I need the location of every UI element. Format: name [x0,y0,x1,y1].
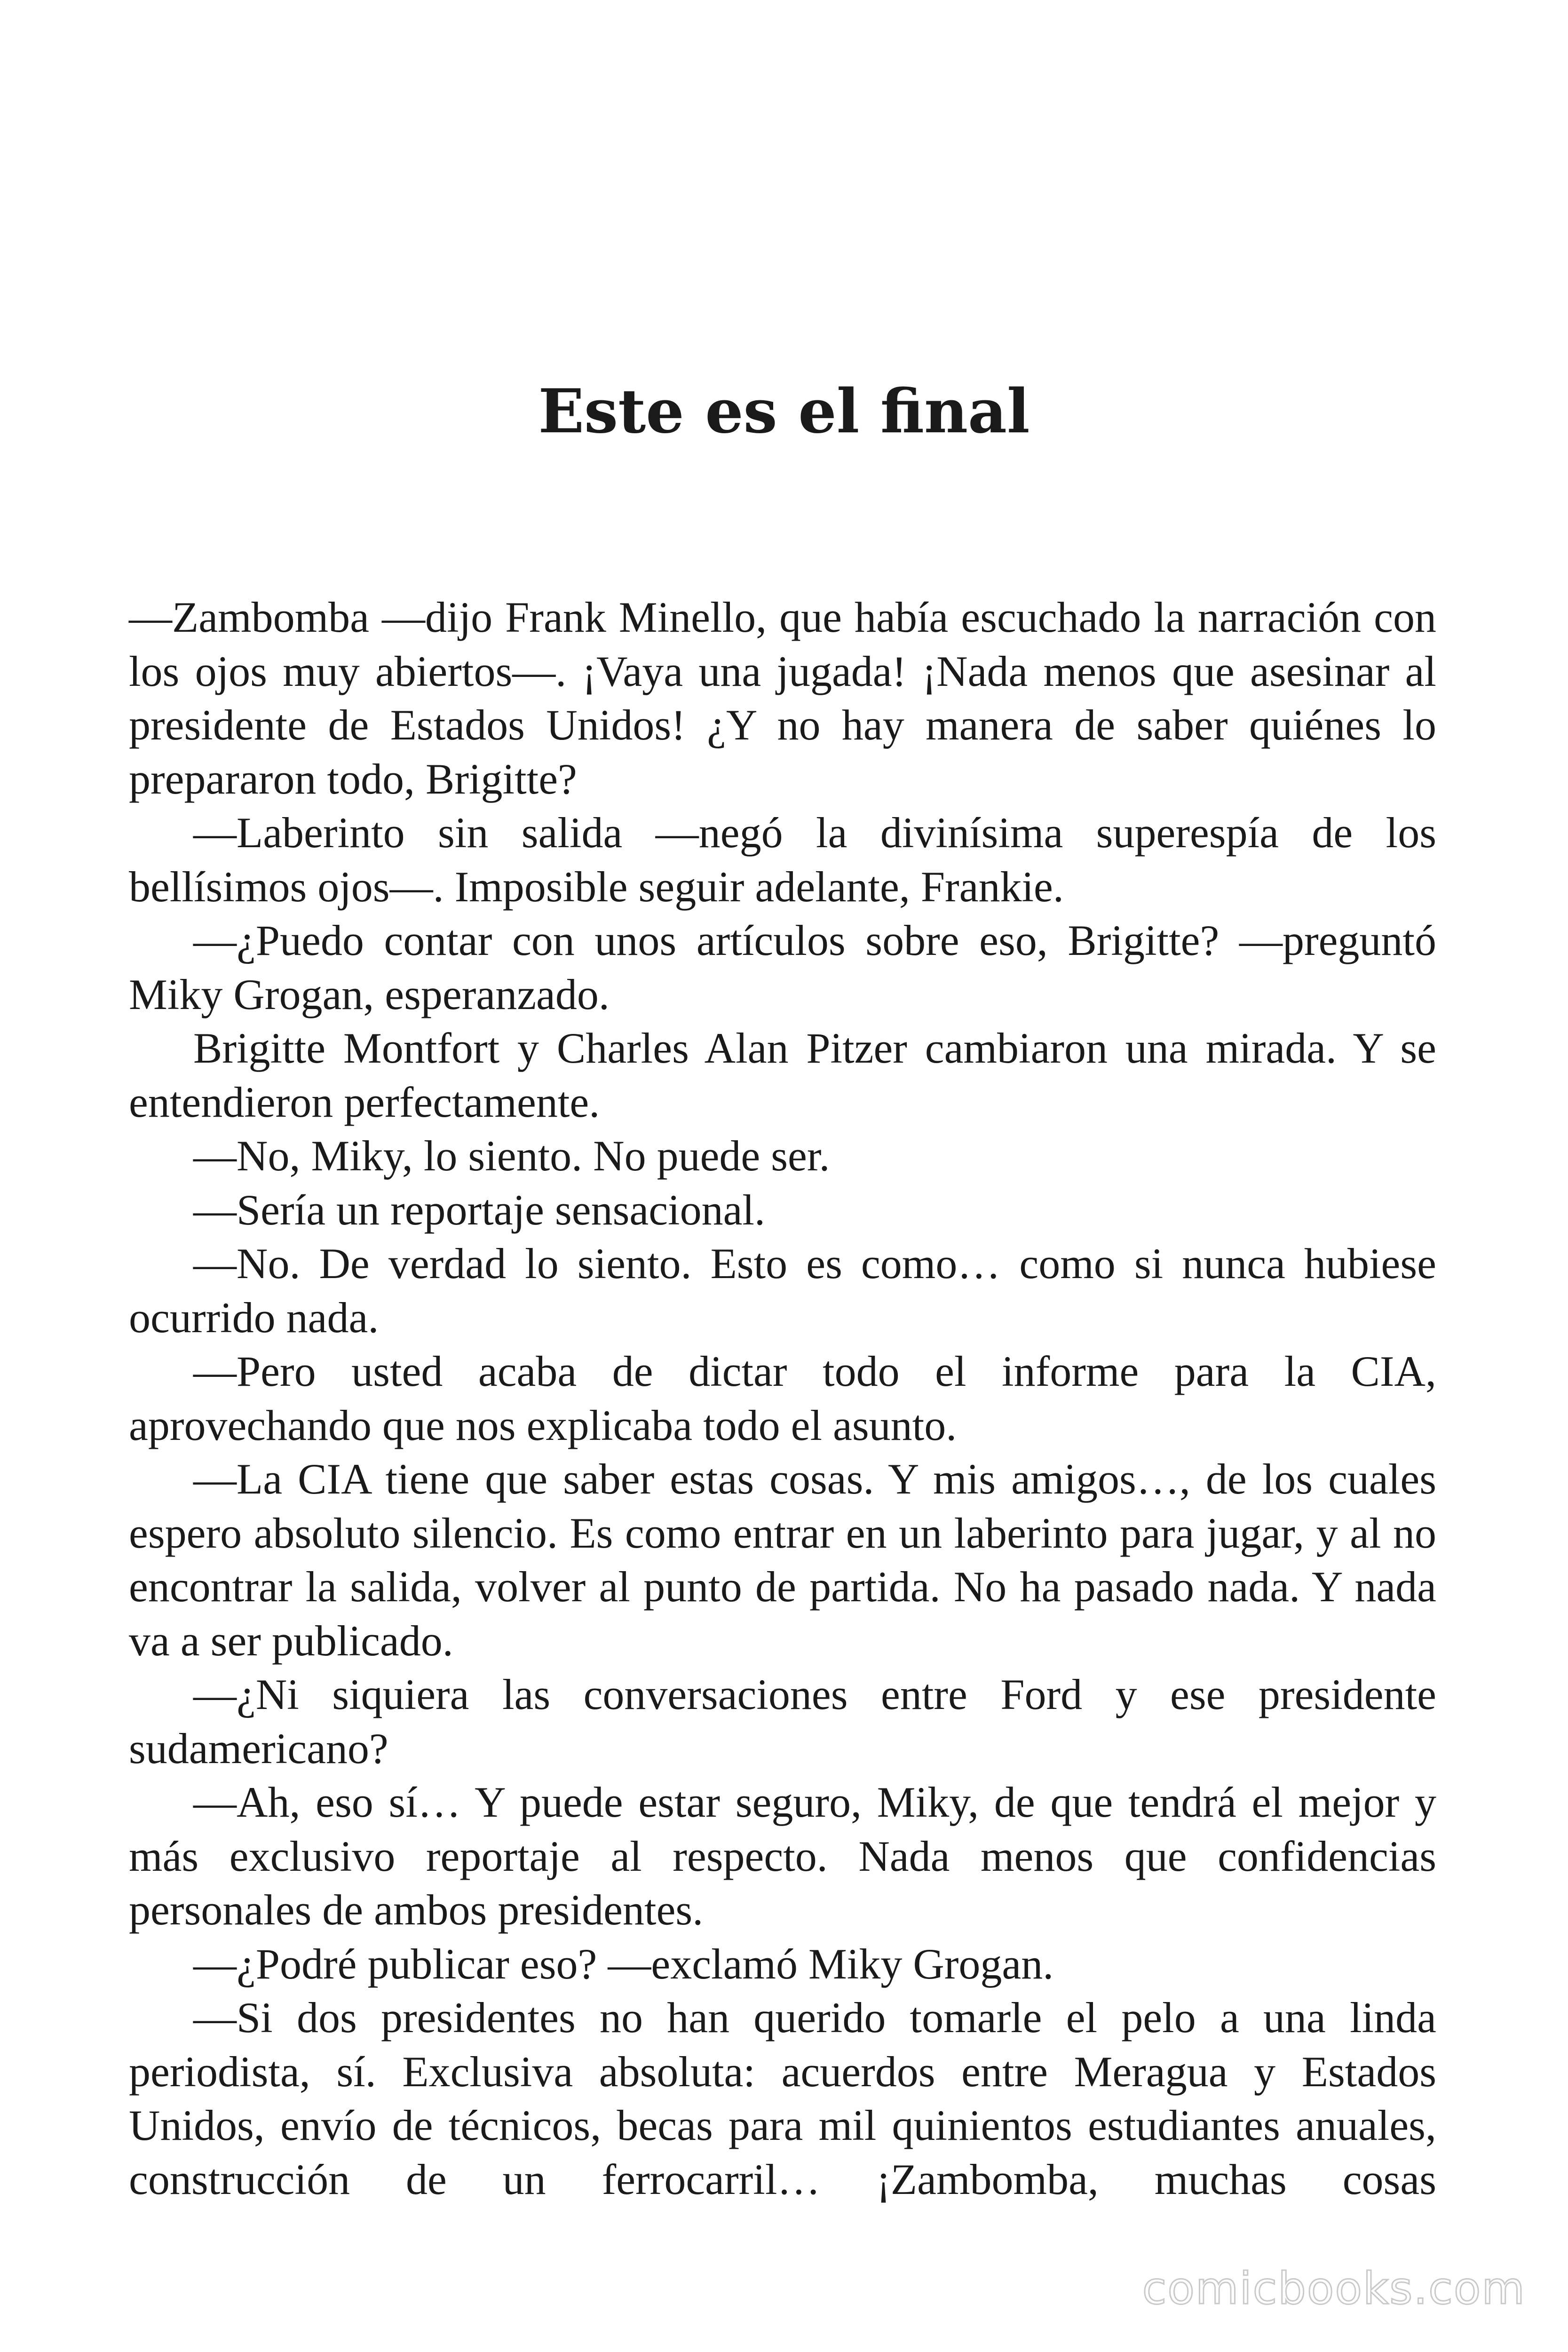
paragraph: —¿Podré publicar eso? —exclamó Miky Grogan. [193,1939,1054,1988]
paragraph: —Zambomba —dijo Frank Minello, que había escuchado la narración con los ojos muy abiertos—. ¡Vaya una jugada! ¡Nada menos que asesinar al presidente de Estados Unidos! ¿Y no hay manera de saber quiénes lo prepararon todo, Brigitte? [129,593,1436,803]
paragraph: Brigitte Montfort y Charles Alan Pitzer cambiaron una mirada. Y se entendieron perfectamente. [129,1024,1436,1126]
paragraph: —Si dos presidentes no han querido tomarle el pelo a una linda periodista, sí. Exclusiva absoluta: acuerdos entre Meragua y Estados Unidos, envío de técnicos, becas para mil quinientos estudiantes anuales, construcción de un ferrocarril… ¡Zambomba, muchas cosas [129,1994,1436,2203]
paragraph: —Pero usted acaba de dictar todo el informe para la CIA, aprovechando que nos explicaba todo el asunto. [129,1347,1436,1449]
chapter-title: Este es el final [538,376,1030,447]
paragraph: —No. De verdad lo siento. Esto es como… como si nunca hubiese ocurrido nada. [129,1240,1436,1342]
paragraph: —¿Ni siquiera las conversaciones entre Ford y ese presidente sudamericano? [129,1670,1436,1772]
paragraph: —Sería un reportaje sensacional. [193,1185,765,1234]
paragraph: —No, Miky, lo siento. No puede ser. [193,1132,830,1180]
body-text [129,590,1436,2206]
paragraph: —¿Puedo contar con unos artículos sobre eso, Brigitte? —preguntó Miky Grogan, esperanzado. [129,916,1436,1018]
paragraph: —Laberinto sin salida —negó la divinísima superespía de los bellísimos ojos—. Imposible seguir adelante, Frankie. [129,809,1436,911]
paragraph: —La CIA tiene que saber estas cosas. Y mis amigos…, de los cuales espero absoluto silencio. Es como entrar en un laberinto para jugar, y al no encontrar la salida, volver al punto de partida. No ha pasado nada. Y nada va a ser publicado. [129,1455,1436,1665]
paragraph: —Ah, eso sí… Y puede estar seguro, Miky, de que tendrá el mejor y más exclusivo reportaje al respecto. Nada menos que confidencias personales de ambos presidentes. [129,1778,1436,1934]
watermark: comicbooks.com [1142,2263,1526,2314]
